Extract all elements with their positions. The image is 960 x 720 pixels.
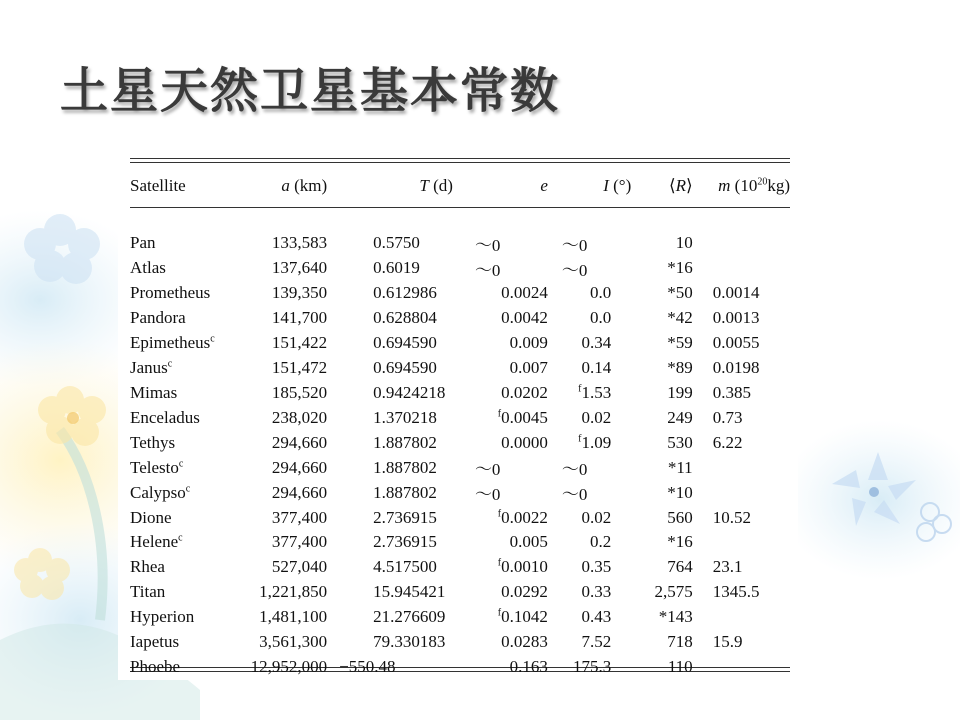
- inclination-cell: 0.33: [581, 582, 612, 602]
- inclination-cell: 0.0: [590, 308, 612, 328]
- semi-major-axis-cell: 137,640: [271, 258, 328, 278]
- semi-major-axis-cell: 133,583: [271, 233, 328, 253]
- radius-cell: 530: [667, 432, 693, 452]
- inclination-cell: $^f$1.53: [578, 382, 612, 402]
- satellite-name: Epimetheus$^c$: [130, 333, 215, 353]
- mass-cell: 6.22: [712, 432, 743, 452]
- table-row: [130, 231, 790, 256]
- period-cell: 1.887802: [373, 457, 437, 477]
- satellite-name: Helene$^c$: [130, 532, 183, 552]
- satellite-name: Tethys: [130, 432, 176, 452]
- semi-major-axis-cell: 377,400: [271, 507, 328, 527]
- period-cell: −550.48: [339, 656, 396, 676]
- inclination-cell: 0.2: [590, 532, 612, 552]
- mass-cell: [693, 530, 790, 555]
- eccentricity-cell: $^f$0.0010: [497, 557, 548, 577]
- eccentricity-cell: $^f$0.0022: [497, 507, 548, 527]
- eccentricity-cell: 0.163: [509, 656, 548, 676]
- mass-cell: 0.385: [712, 382, 751, 402]
- period-cell: 15.945421: [373, 582, 446, 602]
- inclination-cell: 0.02: [581, 407, 612, 427]
- eccentricity-cell: $^f$0.1042: [497, 607, 548, 627]
- satellite-name: Phoebe: [130, 656, 181, 676]
- eccentricity-cell: ～0: [474, 460, 501, 480]
- radius-cell: *16: [667, 258, 693, 278]
- inclination-cell: 175.3: [573, 656, 612, 676]
- satellite-name: Pandora: [130, 308, 186, 328]
- table-row: [130, 281, 790, 306]
- satellite-name: Rhea: [130, 557, 165, 577]
- table-row: [130, 480, 790, 505]
- inclination-cell: 0.43: [581, 607, 612, 627]
- period-cell: 0.612986: [373, 283, 437, 303]
- table-row: [130, 331, 790, 356]
- mass-cell: 0.0014: [712, 283, 760, 303]
- table-row: [130, 605, 790, 630]
- eccentricity-cell: ～0: [474, 485, 501, 505]
- table-row: [130, 405, 790, 430]
- satellite-name: Prometheus: [130, 283, 211, 303]
- table-row: [130, 630, 790, 655]
- header-eccentricity: e: [540, 176, 548, 195]
- inclination-cell: 0.34: [581, 333, 612, 353]
- semi-major-axis-cell: 139,350: [271, 283, 328, 303]
- semi-major-axis-cell: 1,481,100: [259, 607, 328, 627]
- table-row: [130, 530, 790, 555]
- eccentricity-cell: 0.0000: [501, 432, 548, 452]
- satellite-name: Calypso$^c$: [130, 482, 191, 502]
- radius-cell: 110: [667, 656, 693, 676]
- table-row: [130, 256, 790, 281]
- header-satellite: Satellite: [130, 176, 186, 195]
- period-cell: 1.370218: [373, 407, 437, 427]
- inclination-cell: 0.35: [581, 557, 612, 577]
- header-semi-major-axis: a (km): [281, 176, 328, 195]
- semi-major-axis-cell: 294,660: [271, 432, 328, 452]
- header-mass: m $(10^{20}kg)$: [718, 176, 790, 195]
- inclination-cell: $^f$1.09: [578, 432, 612, 452]
- radius-cell: *10: [667, 482, 693, 502]
- mass-cell: 15.9: [712, 632, 743, 652]
- satellite-name: Iapetus: [130, 632, 180, 652]
- period-cell: 1.887802: [373, 432, 437, 452]
- radius-cell: 199: [667, 382, 693, 402]
- semi-major-axis-cell: 238,020: [271, 407, 328, 427]
- period-cell: 0.9424218: [373, 382, 446, 402]
- inclination-cell: 0.14: [581, 358, 612, 377]
- inclination-cell: ～0: [561, 460, 588, 480]
- table-row: [130, 356, 790, 381]
- eccentricity-cell: 0.0292: [501, 582, 548, 602]
- table-row: [130, 455, 790, 480]
- period-cell: 1.887802: [373, 482, 437, 502]
- mass-cell: [693, 654, 790, 679]
- table-body: [130, 206, 790, 679]
- semi-major-axis-cell: 3,561,300: [259, 632, 328, 652]
- eccentricity-cell: 0.0042: [501, 308, 548, 328]
- mass-cell: [693, 605, 790, 630]
- satellite-name: Telesto$^c$: [130, 457, 184, 477]
- semi-major-axis-cell: 1,221,850: [259, 582, 328, 602]
- header-inclination: I (°): [603, 176, 632, 195]
- radius-cell: *42: [667, 308, 693, 328]
- semi-major-axis-cell: 294,660: [271, 482, 328, 502]
- table-row: [130, 555, 790, 580]
- inclination-cell: 0.0: [590, 283, 612, 303]
- semi-major-axis-cell: 294,660: [271, 457, 328, 477]
- radius-cell: 560: [667, 507, 693, 527]
- period-cell: 0.5750: [373, 233, 420, 253]
- inclination-cell: ～0: [561, 235, 588, 255]
- header-period: T (d): [419, 176, 453, 195]
- satellite-name: Pan: [130, 233, 156, 253]
- period-cell: 2.736915: [373, 532, 437, 552]
- period-cell: 21.276609: [373, 607, 446, 627]
- mass-cell: 1345.5: [712, 582, 760, 602]
- radius-cell: 2,575: [654, 582, 693, 602]
- table-row: [130, 306, 790, 331]
- eccentricity-cell: 0.005: [509, 532, 548, 552]
- period-cell: 79.330183: [373, 632, 446, 652]
- period-cell: 4.517500: [373, 557, 437, 577]
- radius-cell: 10: [675, 233, 693, 253]
- radius-cell: *16: [667, 532, 693, 552]
- semi-major-axis-cell: 12,952,000: [250, 656, 328, 676]
- mass-cell: [693, 480, 790, 505]
- table-row: [130, 580, 790, 605]
- table-spacer-row: [130, 206, 790, 231]
- radius-cell: *50: [667, 283, 693, 303]
- satellite-name: Titan: [130, 582, 166, 602]
- satellite-name: Enceladus: [130, 407, 200, 427]
- mass-cell: 0.0013: [712, 308, 760, 328]
- radius-cell: *143: [658, 607, 693, 627]
- table-row: [130, 380, 790, 405]
- table-top-rule: [130, 158, 790, 163]
- satellite-constants-table: [130, 172, 790, 679]
- radius-cell: *11: [667, 457, 693, 477]
- eccentricity-cell: ～0: [474, 235, 501, 255]
- eccentricity-cell: 0.0024: [501, 283, 548, 303]
- mass-cell: 0.0198: [712, 358, 760, 377]
- header-radius: ⟨R⟩: [669, 176, 693, 195]
- period-cell: 0.6019: [373, 258, 420, 278]
- inclination-cell: 0.02: [581, 507, 612, 527]
- period-cell: 2.736915: [373, 507, 437, 527]
- satellite-name: Janus$^c$: [130, 358, 173, 377]
- inclination-cell: ～0: [561, 485, 588, 505]
- semi-major-axis-cell: 377,400: [271, 532, 328, 552]
- semi-major-axis-cell: 141,700: [271, 308, 328, 328]
- eccentricity-cell: $^f$0.0045: [497, 407, 548, 427]
- inclination-cell: ～0: [561, 260, 588, 280]
- eccentricity-cell: ～0: [474, 260, 501, 280]
- eccentricity-cell: 0.0283: [501, 632, 548, 652]
- mass-cell: [693, 455, 790, 480]
- satellite-name: Mimas: [130, 382, 178, 402]
- page-title: 土星天然卫星基本常数: [60, 63, 561, 119]
- period-cell: 0.628804: [373, 308, 437, 328]
- mass-cell: 23.1: [712, 557, 743, 577]
- eccentricity-cell: 0.0202: [501, 382, 548, 402]
- mass-cell: 0.73: [712, 407, 743, 427]
- table-row: [130, 505, 790, 530]
- semi-major-axis-cell: 151,472: [271, 358, 328, 377]
- period-cell: 0.694590: [373, 333, 437, 353]
- radius-cell: 718: [667, 632, 693, 652]
- period-cell: 0.694590: [373, 358, 437, 377]
- satellite-name: Hyperion: [130, 607, 195, 627]
- satellite-name: Dione: [130, 507, 172, 527]
- mass-cell: 0.0055: [712, 333, 760, 353]
- radius-cell: 249: [667, 407, 693, 427]
- eccentricity-cell: 0.007: [509, 358, 548, 377]
- table-header-row: [130, 172, 790, 206]
- radius-cell: *89: [667, 358, 693, 377]
- table-row: [130, 654, 790, 679]
- satellite-name: Atlas: [130, 258, 166, 278]
- radius-cell: 764: [667, 557, 693, 577]
- mass-cell: [693, 256, 790, 281]
- mass-cell: [693, 231, 790, 256]
- inclination-cell: 7.52: [581, 632, 612, 652]
- radius-cell: *59: [667, 333, 693, 353]
- semi-major-axis-cell: 151,422: [271, 333, 328, 353]
- table-row: [130, 430, 790, 455]
- mass-cell: 10.52: [712, 507, 751, 527]
- semi-major-axis-cell: 185,520: [271, 382, 328, 402]
- eccentricity-cell: 0.009: [509, 333, 548, 353]
- semi-major-axis-cell: 527,040: [271, 557, 328, 577]
